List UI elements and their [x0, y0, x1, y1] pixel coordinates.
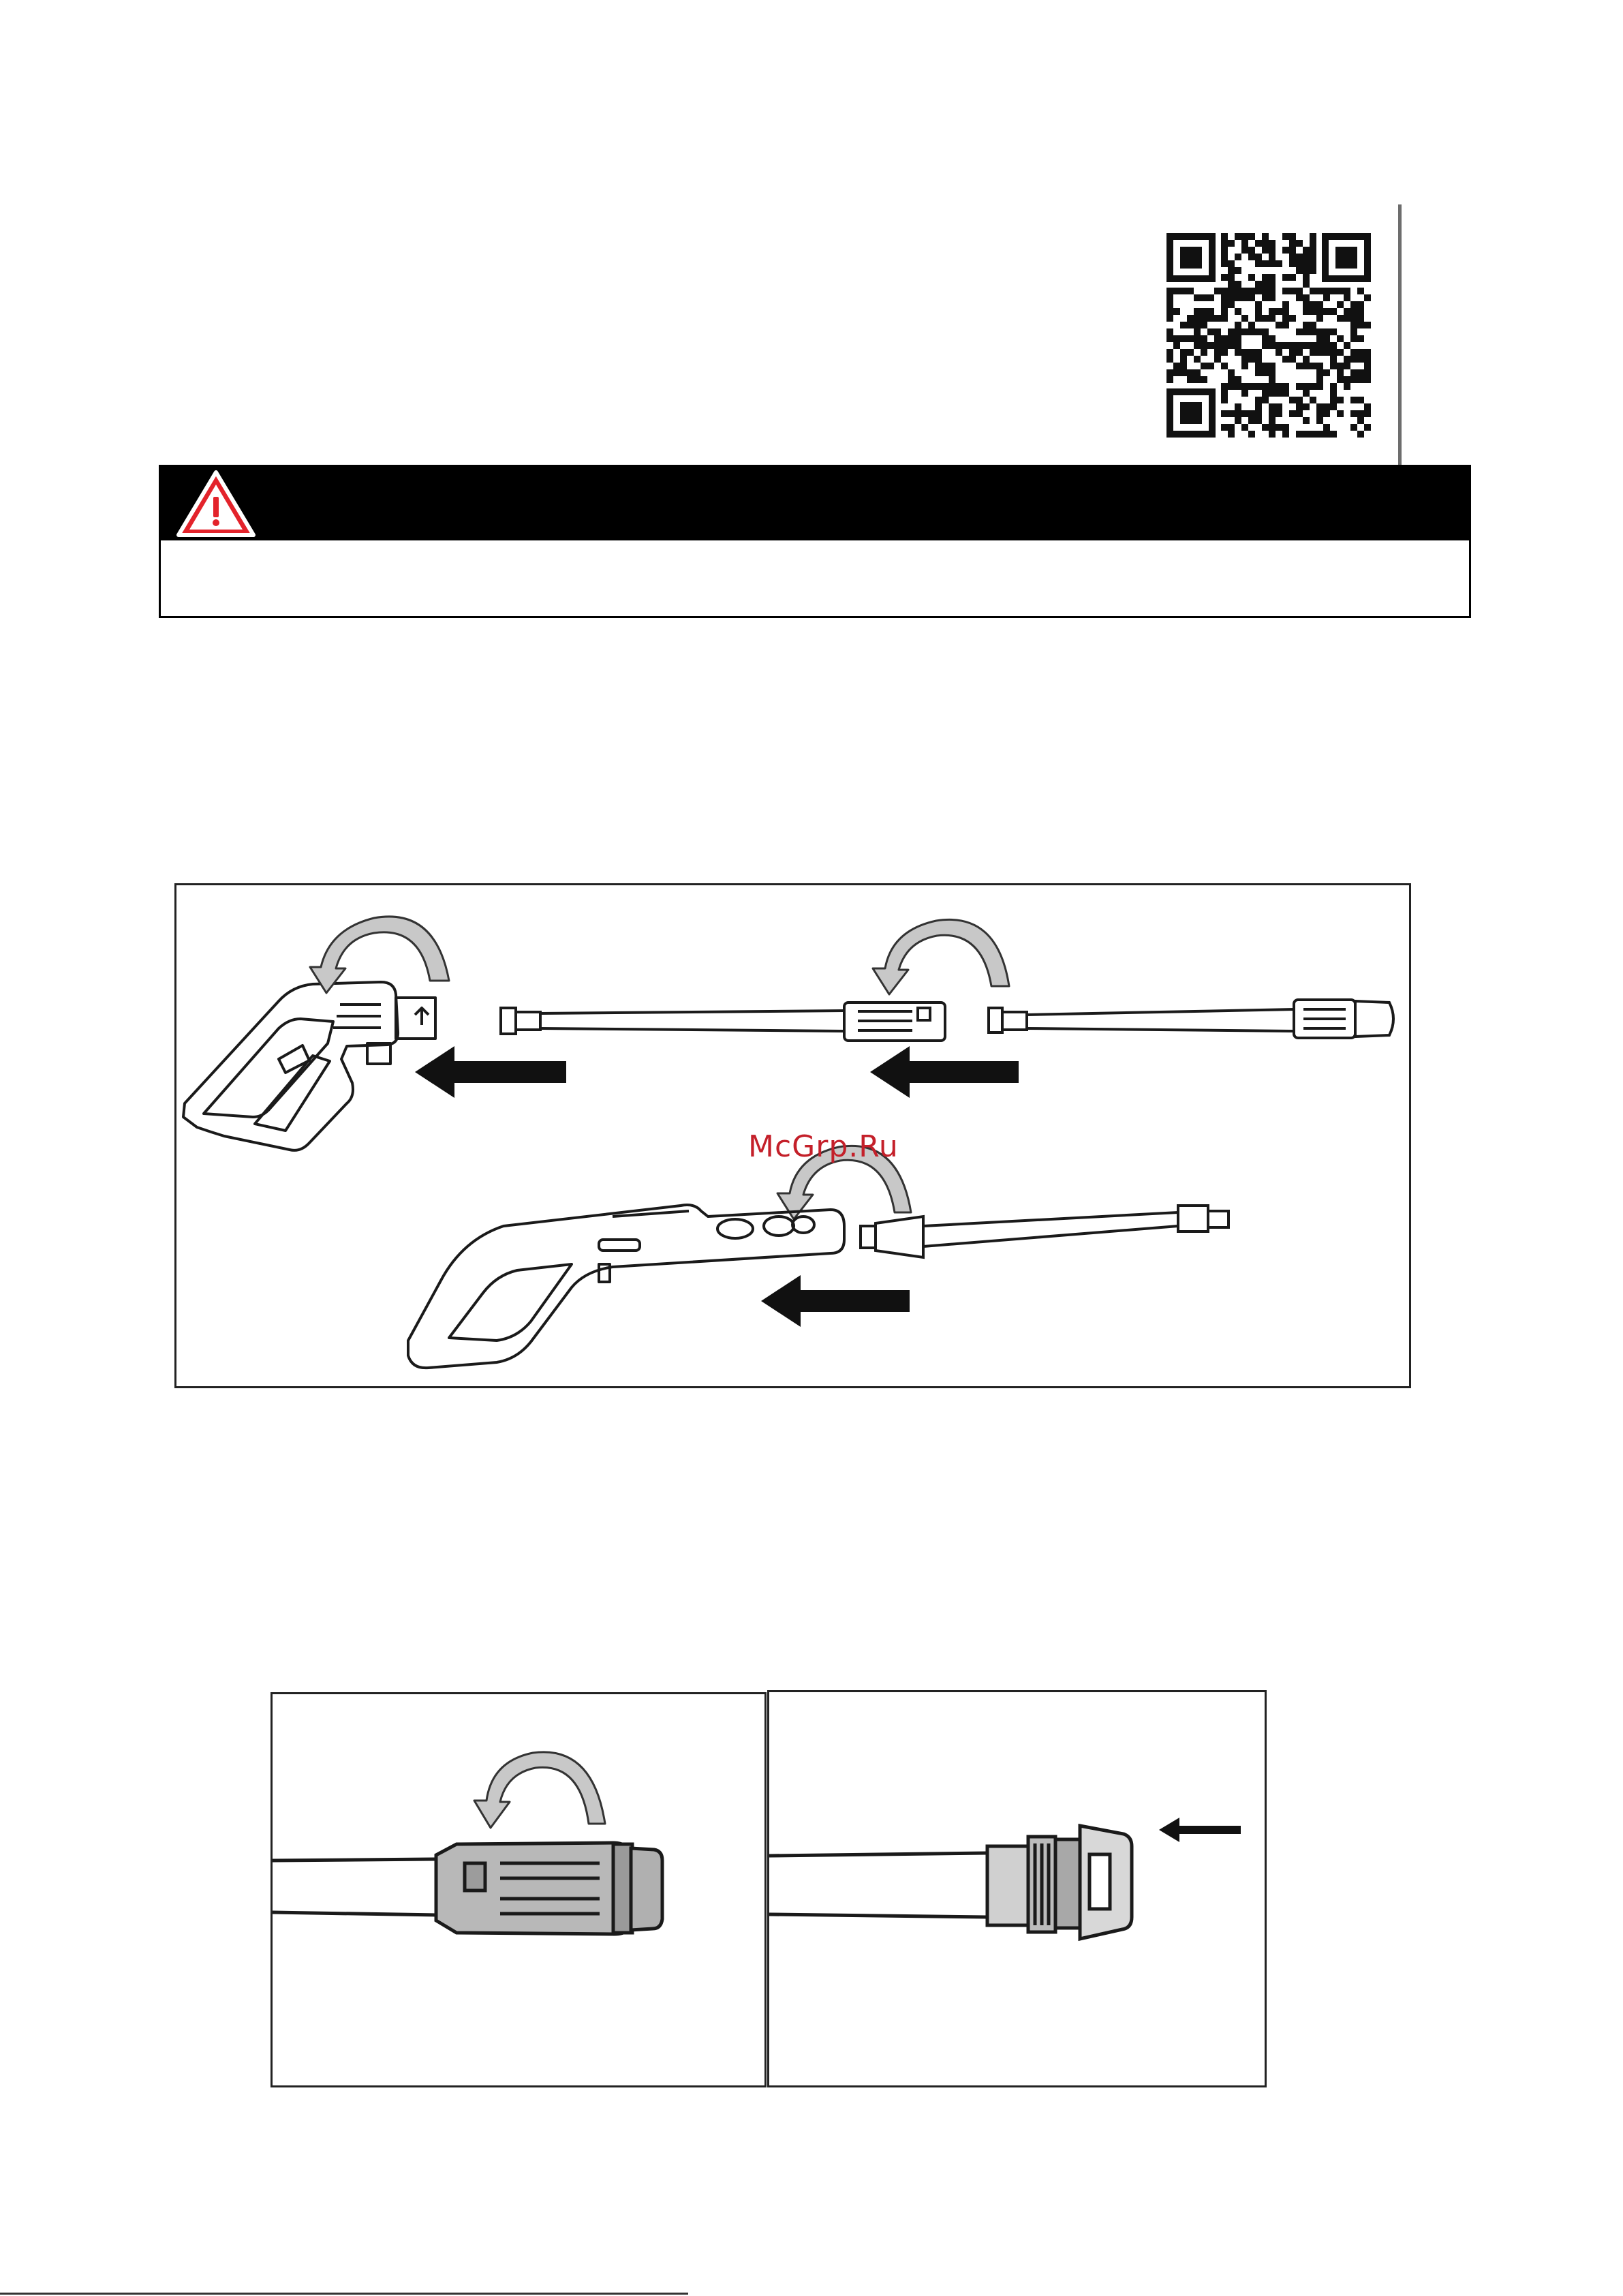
nozzle-rotate-icon [273, 1694, 764, 2085]
nozzle-rotate-figure [270, 1692, 767, 2087]
footer-rule [0, 2293, 688, 2295]
insert-arrow-icon [761, 1275, 910, 1327]
warning-header-bar [161, 467, 1469, 540]
insert-arrow-icon [870, 1046, 1019, 1098]
nozzle-lance-icon [989, 1000, 1393, 1038]
nozzle-push-figure [767, 1690, 1267, 2087]
vertical-divider [1398, 204, 1402, 470]
lance-icon [861, 1206, 1228, 1257]
spray-gun-icon [183, 982, 435, 1150]
qr-code[interactable] [1166, 233, 1371, 438]
second-gun-icon [408, 1205, 844, 1368]
rotate-arrow-icon [873, 919, 1009, 994]
qr-code-icon [1166, 233, 1371, 438]
lance-icon [501, 1002, 945, 1041]
warning-triangle-icon [176, 470, 256, 538]
nozzle-push-icon [769, 1692, 1265, 2085]
warning-box [159, 465, 1471, 618]
insert-arrow-icon [415, 1046, 566, 1098]
watermark-text: McGrp.Ru [748, 1129, 899, 1164]
